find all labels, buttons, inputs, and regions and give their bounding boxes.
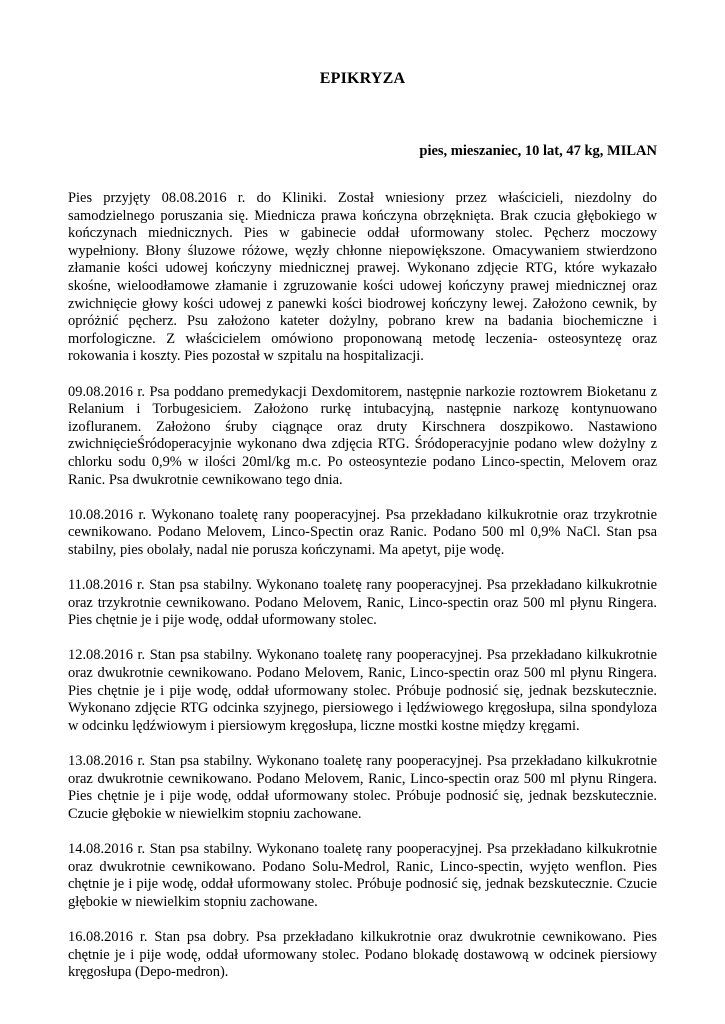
paragraph-2016-08-11: 11.08.2016 r. Stan psa stabilny. Wykonano toaletę rany pooperacyjnej. Psa przekładano kilkukrotnie oraz trzykrotnie cewnikowano. Podano Melovem, Ranic, Linco-spectin oraz 500 ml płynu Ringera. Pies chętnie je i pije wodę, oddał uformowany stolec. — [68, 577, 657, 629]
paragraph-2016-08-09: 09.08.2016 r. Psa poddano premedykacji Dexdomitorem, następnie narkozie roztowrem Bioketanu z Relanium i Torbugesiciem. Założono rurkę intubacyjną, następnie narkozę kontynuowano izofluranem. Założono śruby ciągnące oraz druty Kirschnera doszpikowo. Nastawiono zwichnięcieŚródoperacyjnie wykonano dwa zdjęcia RTG. Śródoperacyjnie podano wlew dożylny z chlorku sodu 0,9% w ilości 20ml/kg m.c. Po osteosyntezie podano Linco-spectin, Melovem oraz Ranic. Psa dwukrotnie cewnikowano tego dnia. — [68, 383, 657, 488]
paragraph-admission: Pies przyjęty 08.08.2016 r. do Kliniki. Został wniesiony przez właścicieli, niezdolny do samodzielnego poruszania się. Miednicza prawa kończyna obrzęknięta. Brak czucia głębokiego w kończynach miednicznych. Pies w gabinecie oddał uformowany stolec. Pęcherz moczowy wypełniony. Błony śluzowe różowe, węzły chłonne niepowiększone. Omacywaniem stwierdzono złamanie kości udowej kończyny miednicznej prawej. Wykonano zdjęcie RTG, które wykazało skośne, wieloodłamowe złamanie i zgruzowanie kości udowej kończyny prawej miednicznej oraz zwichnięcie głowy kości udowej z panewki kości biodrowej kończyny lewej. Założono cewnik, by opróżnić pęcherz. Psu założono kateter dożylny, pobrano krew na badania biochemiczne i morfologiczne. Z właścicielem omówiono proponowaną metodę leczenia- osteosyntezę oraz rokowania i koszty. Pies pozostał w szpitalu na hospitalizacji. — [68, 190, 657, 365]
paragraph-2016-08-16: 16.08.2016 r. Stan psa dobry. Psa przekładano kilkukrotnie oraz dwukrotnie cewnikowano. Pies chętnie je i pije wodę, oddał uformowany stolec. Podano blokadę dostawową w odcinek piersiowy kręgosłupa (Depo-medron). — [68, 928, 657, 981]
paragraph-2016-08-10: 10.08.2016 r. Wykonano toaletę rany pooperacyjnej. Psa przekładano kilkukrotnie oraz trzykrotnie cewnikowano. Podano Melovem, Linco-Spectin oraz Ranic. Podano 500 ml 0,9% NaCl. Stan psa stabilny, pies obolały, nadal nie porusza kończynami. Ma apetyt, pije wodę. — [68, 506, 657, 558]
paragraph-2016-08-14: 14.08.2016 r. Stan psa stabilny. Wykonano toaletę rany pooperacyjnej. Psa przekładano kilkukrotnie oraz dwukrotnie cewnikowano. Podano Solu-Medrol, Ranic, Linco-spectin, wyjęto wenflon. Pies chętnie je i pije wodę, oddał uformowany stolec. Próbuje podnosić się, jednak bezskutecznie. Czucie głębokie w niewielkim stopniu zachowane. — [68, 840, 657, 910]
document-body — [68, 190, 657, 999]
patient-info: pies, mieszaniec, 10 lat, 47 kg, MILAN — [419, 143, 657, 159]
paragraph-2016-08-12: 12.08.2016 r. Stan psa stabilny. Wykonano toaletę rany pooperacyjnej. Psa przekładano kilkukrotnie oraz dwukrotnie cewnikowano. Podano Melovem, Ranic, Linco-spectin oraz 500 ml płynu Ringera. Pies chętnie je i pije wodę, oddał uformowany stolec. Próbuje podnosić się, jednak bezskutecznie. Wykonano zdjęcie RTG odcinka szyjnego, piersiowego i lędźwiowego kręgosłupa, silna spondyloza w odcinku lędźwiowym i piersiowym kręgosłupa, liczne mostki kostne między kręgami. — [68, 647, 657, 734]
document-title: EPIKRYZA — [319, 70, 406, 87]
paragraph-2016-08-13: 13.08.2016 r. Stan psa stabilny. Wykonano toaletę rany pooperacyjnej. Psa przekładano kilkukrotnie oraz dwukrotnie cewnikowano. Podano Melovem, Ranic, Linco-spectin oraz 500 ml płynu Ringera. Pies chętnie je i pije wodę, oddał uformowany stolec. Próbuje podnosić się, jednak bezskutecznie. Czucie głębokie w niewielkim stopniu zachowane. — [68, 753, 657, 822]
